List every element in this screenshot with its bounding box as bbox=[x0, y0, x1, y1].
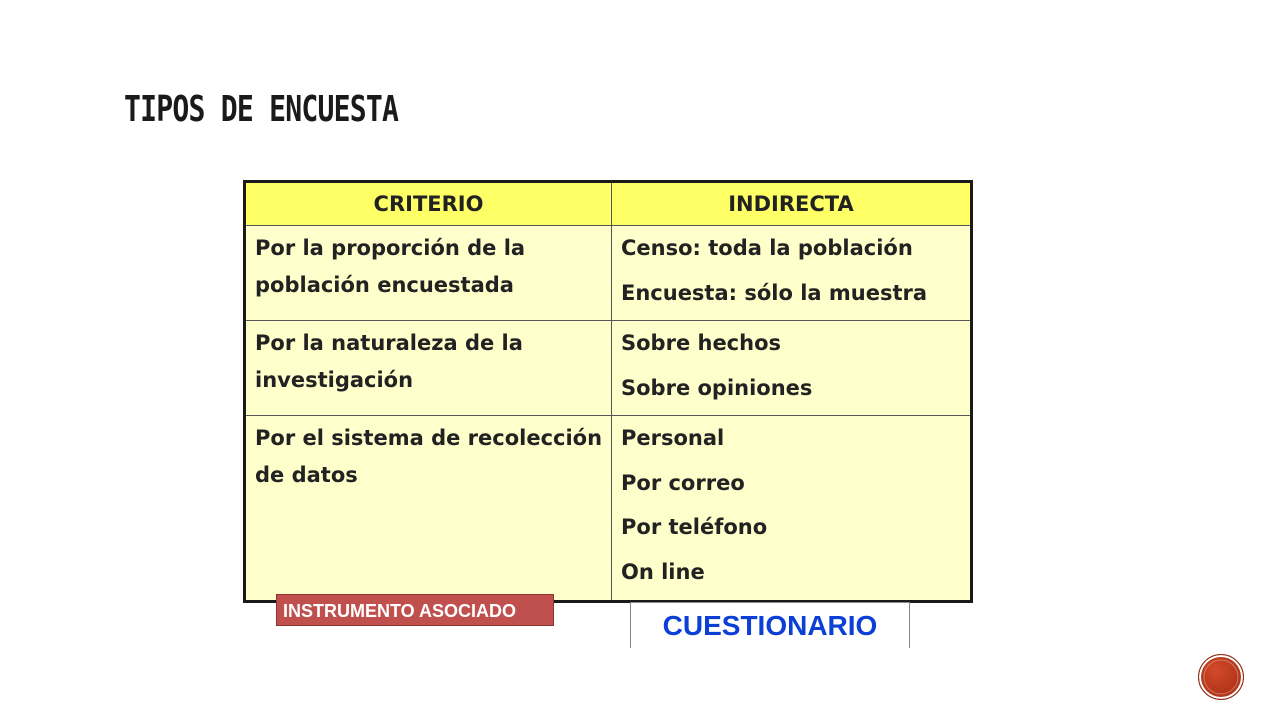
slide-nav-button[interactable] bbox=[1198, 654, 1244, 700]
slide-nav-icon bbox=[1199, 655, 1243, 699]
criterio-cell: Por la naturaleza de la investigación bbox=[245, 321, 612, 416]
values-cell bbox=[612, 416, 972, 602]
value-item: Personal bbox=[621, 426, 725, 450]
criterio-cell: Por el sistema de recolección de datos bbox=[245, 416, 612, 602]
value-item: Por correo bbox=[621, 470, 745, 495]
survey-types-table-image bbox=[243, 180, 979, 648]
header-criterio: CRITERIO bbox=[245, 182, 612, 226]
table-header-row bbox=[245, 182, 972, 226]
values-cell bbox=[612, 226, 972, 321]
header-indirecta: INDIRECTA bbox=[612, 182, 972, 226]
value-item: Sobre hechos bbox=[621, 331, 782, 355]
instrument-label: INSTRUMENTO ASOCIADO bbox=[276, 594, 554, 626]
value-item: Sobre opiniones bbox=[621, 375, 813, 400]
instrument-value: CUESTIONARIO bbox=[630, 602, 910, 648]
value-item: Censo: toda la población bbox=[621, 236, 913, 260]
value-item: Encuesta: sólo la muestra bbox=[621, 280, 928, 305]
values-cell bbox=[612, 321, 972, 416]
table-row bbox=[245, 226, 972, 321]
table-row bbox=[245, 321, 972, 416]
criterio-cell: Por la proporción de la población encuestada bbox=[245, 226, 612, 321]
survey-types-table bbox=[243, 180, 973, 603]
slide-title: TIPOS DE ENCUESTA bbox=[124, 89, 399, 130]
value-item: On line bbox=[621, 559, 705, 584]
table-row bbox=[245, 416, 972, 602]
value-item: Por teléfono bbox=[621, 515, 768, 539]
